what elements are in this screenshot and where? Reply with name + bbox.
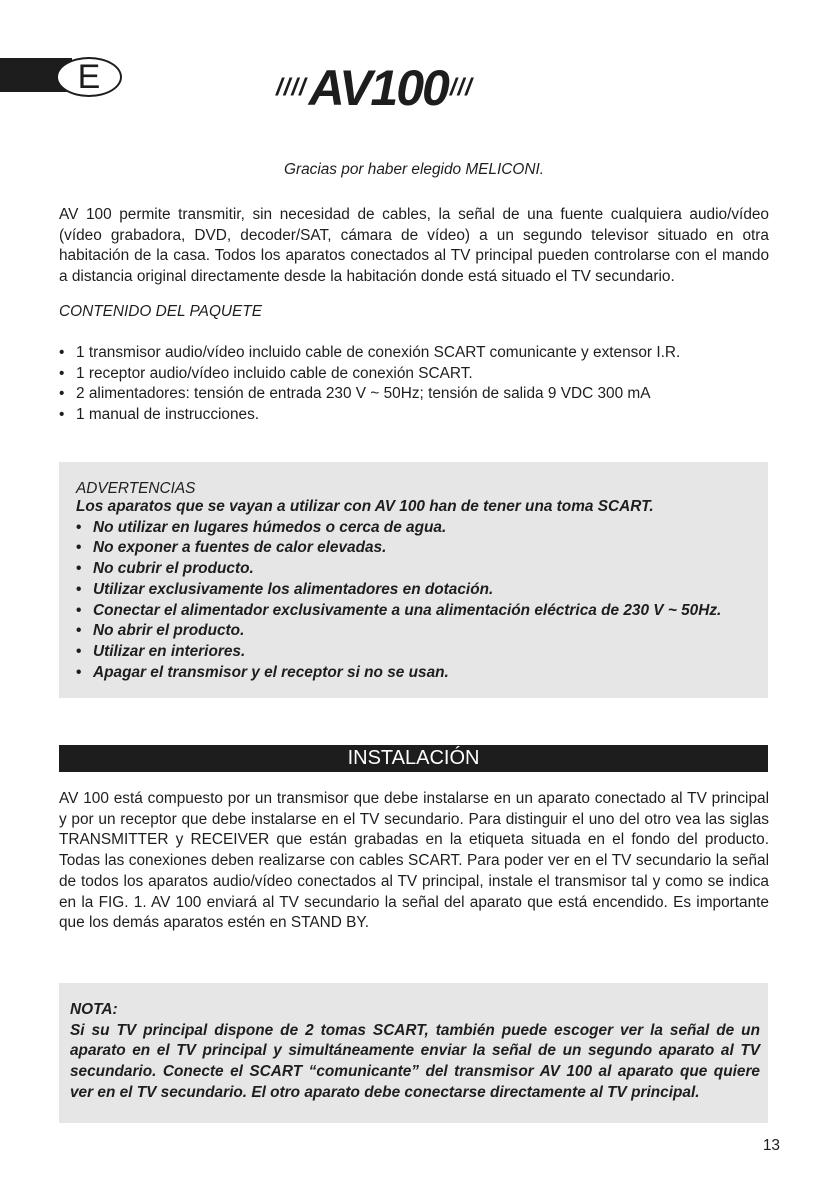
warning-item: • Apagar el transmisor y el receptor si no se usan. [76, 663, 766, 684]
note-title: NOTA: [70, 1001, 118, 1018]
thanks-line: Gracias por haber elegido MELICONI. [283, 161, 545, 178]
intro-paragraph: AV 100 permite transmitir, sin necesidad de cables, la señal de una fuente cualquiera audio/vídeo (vídeo grabadora, DVD, decoder/SAT, cámara de vídeo) a un segundo televisor situado en otra habitación de la casa. Todos los aparatos conectados al TV principal pueden controlarse con el mando a distancia original directamente desde la habitación donde está situado el TV secundario. [59, 206, 769, 286]
warning-item: • No abrir el producto. [76, 621, 766, 642]
warnings-list [76, 518, 766, 684]
warning-item: • No cubrir el producto. [76, 559, 766, 580]
package-item: • 2 alimentadores: tensión de entrada 230 V ~ 50Hz; tensión de salida 9 VDC 300 mA [59, 384, 779, 405]
installation-paragraph: AV 100 está compuesto por un transmisor que debe instalarse en un aparato conectado al TV principal y por un receptor que debe instalarse en el TV secundario. Para distinguir el uno del otro vea las siglas TRANSMITTER y RECEIVER que están grabadas en la etiqueta situada en el fondo del producto. Todas las conexiones deben realizarse con cables SCART. Para poder ver en el TV secundario la señal de todos los aparatos audio/vídeo conectados al TV principal, instale el transmisor tal y como se indica en la FIG. 1. AV 100 enviará al TV secundario la señal del aparato que está encendido. Es importante que los demás aparatos estén en STAND BY. [59, 790, 769, 932]
package-item: • 1 receptor audio/vídeo incluido cable de conexión SCART. [59, 364, 779, 385]
page-number: 13 [762, 1137, 780, 1154]
warning-item: • No utilizar en lugares húmedos o cerca de agua. [76, 518, 766, 539]
warnings-title: ADVERTENCIAS [76, 480, 196, 497]
note-box [59, 983, 768, 1123]
logo-right-stripes: /// [449, 74, 473, 101]
package-item: • 1 manual de instrucciones. [59, 405, 779, 426]
warning-item: • Utilizar exclusivamente los alimentadores en dotación. [76, 580, 766, 601]
warnings-box [59, 462, 768, 698]
installation-heading: INSTALACIÓN [59, 745, 768, 772]
logo-text: AV100 [308, 60, 448, 116]
package-item: • 1 transmisor audio/vídeo incluido cable de conexión SCART comunicante y extensor I.R. [59, 343, 779, 364]
warnings-intro: Los aparatos que se vayan a utilizar con AV 100 han de tener una toma SCART. [76, 498, 654, 515]
av100-logo [276, 60, 566, 116]
warning-item: • Utilizar en interiores. [76, 642, 766, 663]
note-text: Si su TV principal dispone de 2 tomas SCART, también puede escoger ver la señal de un aparato en el TV principal y simultáneamente enviar la señal de un segundo aparato al TV secundario. Conecte el SCART “comunicante” del transmisor AV 100 al aparato que quiere ver en el TV secundario. El otro aparato debe conectarse directamente al TV principal. [70, 1021, 760, 1101]
package-list [59, 343, 779, 426]
package-heading: CONTENIDO DEL PAQUETE [59, 303, 262, 320]
warning-item: • No exponer a fuentes de calor elevadas. [76, 538, 766, 559]
warning-item: • Conectar el alimentador exclusivamente a una alimentación eléctrica de 230 V ~ 50Hz. [76, 601, 766, 622]
logo-left-stripes: //// [276, 74, 307, 101]
language-badge: E [56, 57, 122, 97]
